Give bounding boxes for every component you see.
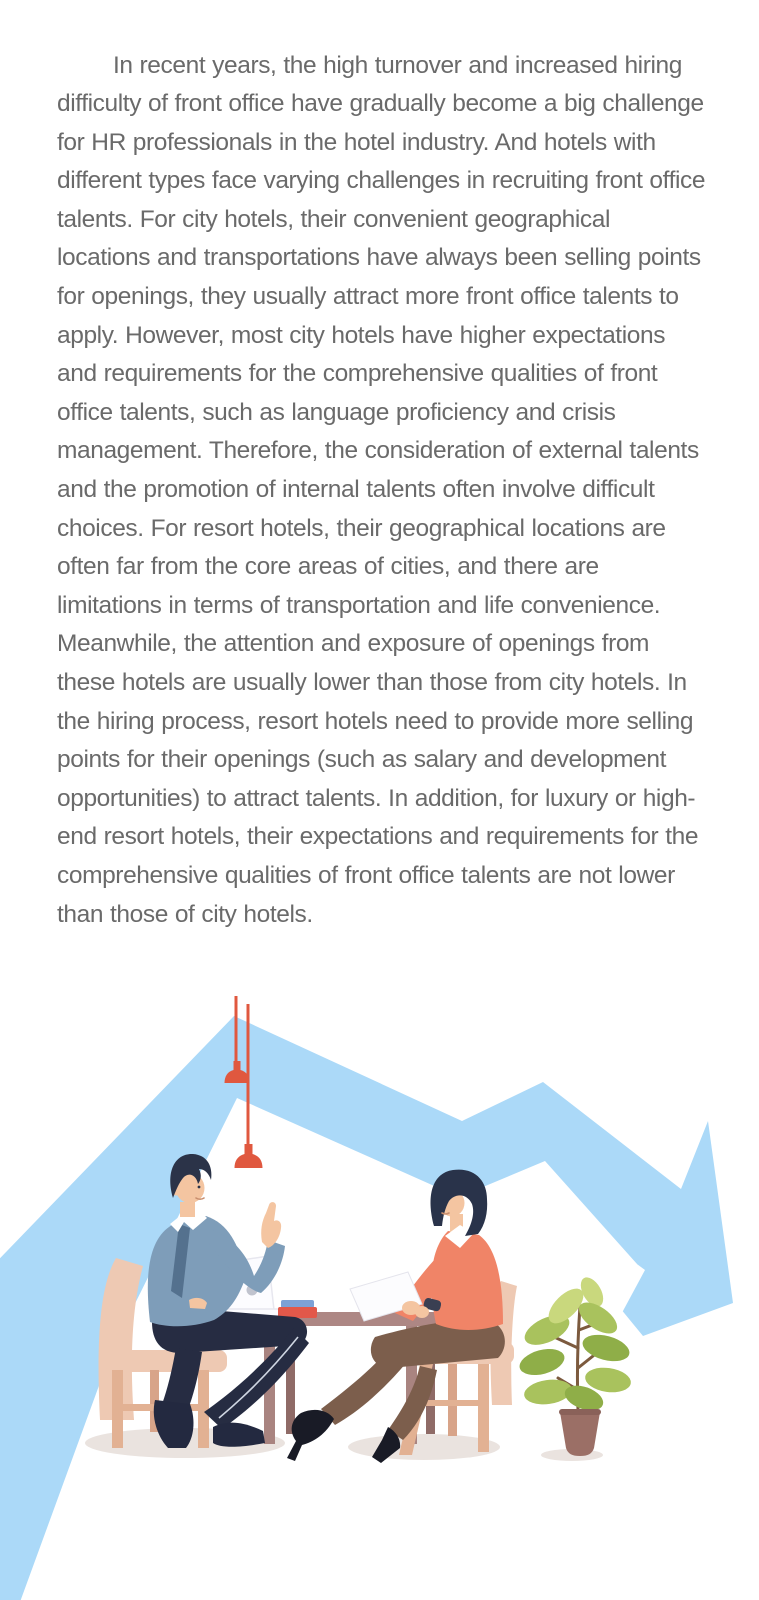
book-stack — [278, 1300, 317, 1318]
man-neck — [180, 1202, 195, 1217]
woman-hand-2 — [415, 1306, 429, 1318]
interview-illustration — [0, 990, 759, 1600]
shadow-under-woman — [348, 1434, 500, 1460]
blue-book — [281, 1300, 314, 1308]
article-paragraph: In recent years, the high turnover and increased hiring difficulty of front office have gradually become a big challenge for HR professionals in the hotel industry. And hotels with different types face varying challenges in recruiting front office talents. For city hotels, their convenient geographical locations and transportations have always been selling points for openings, they usually attract more front office talents to apply. However, most city hotels have higher expectations and requirements for the comprehensive qualities of front office talents, such as language proficiency and crisis management. Therefore, the consideration of external talents and the promotion of internal talents often involve difficult choices. For resort hotels, their geographical locations are often far from the core areas of cities, and there are limitations in terms of transportation and life convenience. Meanwhile, the attention and exposure of openings from these hotels are usually lower than those from city hotels. In the hiring process, resort hotels need to provide more selling points for their openings (such as salary and development opportunities) to attract talents. In addition, for luxury or high-end resort hotels, their expectations and requirements for the comprehensive qualities of front office talents are not lower than those of city hotels. — [57, 51, 706, 928]
man-shoe-front — [213, 1423, 265, 1447]
plant-pot-rim — [559, 1409, 601, 1415]
